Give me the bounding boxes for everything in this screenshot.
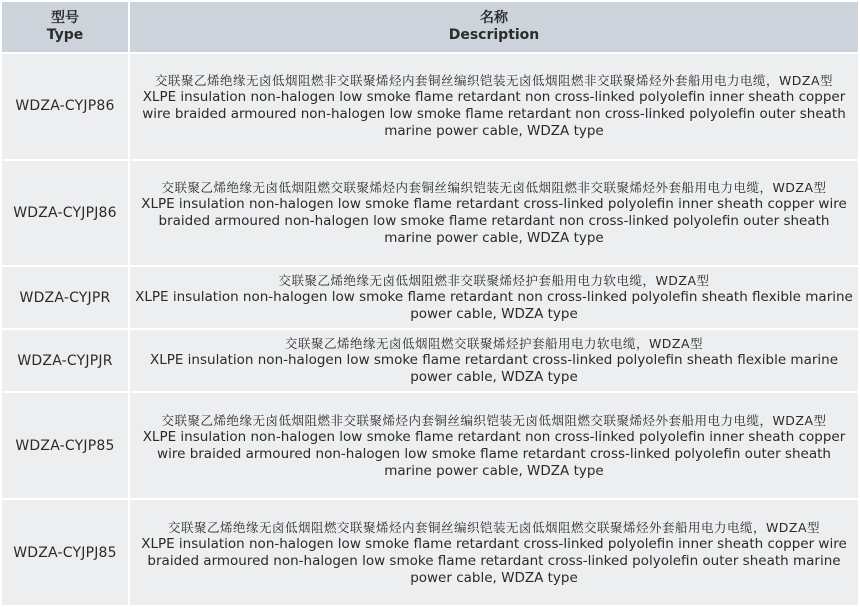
description-cn: 交联聚乙烯绝缘无卤低烟阻燃非交联聚烯烃护套船用电力软电缆，WDZA型	[278, 273, 710, 289]
description-cn: 交联聚乙烯绝缘无卤低烟阻燃交联聚烯烃内套铜丝编织铠装无卤低烟阻燃交联聚烯烃外套船用电力电缆，WDZA型	[167, 519, 821, 535]
table-row	[2, 54, 858, 159]
description-cell	[130, 54, 858, 159]
table-row	[2, 393, 858, 498]
model-code: WDZA-CYJP86	[2, 54, 128, 159]
description-column-header	[130, 2, 858, 52]
table-row	[2, 500, 858, 605]
description-cell	[130, 500, 858, 605]
type-column-header	[2, 2, 128, 52]
description-en: XLPE insulation non-halogen low smoke flame retardant cross-linked polyolefin sheath flexible marine power cable, WDZA type	[149, 352, 839, 386]
description-en: XLPE insulation non-halogen low smoke flame retardant cross-linked polyolefin inner sheath copper wire braided armoured non-halogen low smoke flame retardant cross-linked polyolefin outer sheath marine power cable, WDZA type	[141, 535, 847, 586]
description-cn: 交联聚乙烯绝缘无卤低烟阻燃交联聚烯烃内套铜丝编织铠装无卤低烟阻燃非交联聚烯烃外套船用电力电缆，WDZA型	[161, 180, 827, 196]
model-code: WDZA-CYJPJR	[2, 330, 128, 391]
description-en: XLPE insulation non-halogen low smoke flame retardant non cross-linked polyolefin inner sheath copper wire braided armoured non-halogen low smoke flame retardant cross-linked polyolefin outer sheath marine power cable, WDZA type	[142, 428, 846, 479]
description-en: XLPE insulation non-halogen low smoke flame retardant non cross-linked polyolefin sheath flexible marine power cable, WDZA type	[135, 289, 853, 323]
table-row	[2, 330, 858, 391]
description-cn: 交联聚乙烯绝缘无卤低烟阻燃交联聚烯烃护套船用电力软电缆，WDZA型	[284, 336, 704, 352]
table-header-row	[2, 2, 858, 52]
description-cell	[130, 267, 858, 328]
table-row	[2, 267, 858, 328]
description-cn: 交联聚乙烯绝缘无卤低烟阻燃非交联聚烯烃内套铜丝编织铠装无卤低烟阻燃交联聚烯烃外套船用电力电缆，WDZA型	[161, 412, 827, 428]
description-en: XLPE insulation non-halogen low smoke flame retardant non cross-linked polyolefin inner sheath copper wire braided armoured non-halogen low smoke flame retardant non cross-linked polyolefin outer sheath marine power cable, WDZA type	[142, 89, 846, 140]
table-row	[2, 161, 858, 266]
description-header-en: Description	[448, 27, 540, 43]
description-cn: 交联聚乙烯绝缘无卤低烟阻燃非交联聚烯烃内套铜丝编织铠装无卤低烟阻燃非交联聚烯烃外套船用电力电缆，WDZA型	[154, 73, 834, 89]
model-code: WDZA-CYJP85	[2, 393, 128, 498]
type-header-en: Type	[46, 27, 84, 43]
model-code: WDZA-CYJPJ85	[2, 500, 128, 605]
description-cell	[130, 393, 858, 498]
description-cell	[130, 330, 858, 391]
type-header-cn: 型号	[51, 10, 79, 26]
description-en: XLPE insulation non-halogen low smoke flame retardant cross-linked polyolefin inner sheath copper wire braided armoured non-halogen low smoke flame retardant non cross-linked polyolefin outer sheath marine power cable, WDZA type	[141, 196, 847, 247]
model-code: WDZA-CYJPJ86	[2, 161, 128, 266]
description-cell	[130, 161, 858, 266]
model-code: WDZA-CYJPR	[2, 267, 128, 328]
description-header-cn: 名称	[480, 10, 508, 26]
